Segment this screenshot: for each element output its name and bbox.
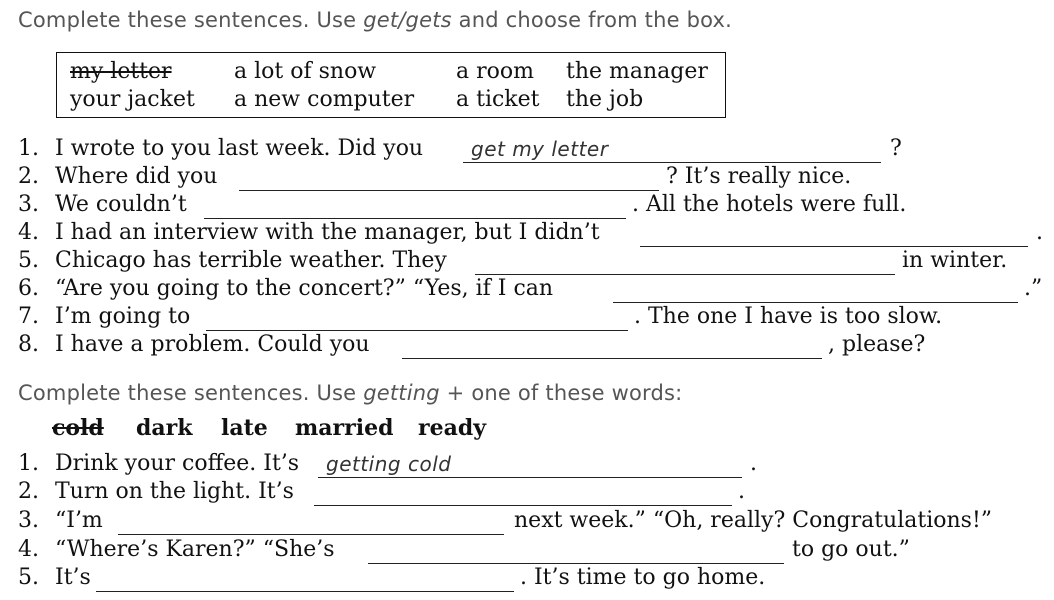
box-word: your jacket [70, 87, 195, 112]
sentence-end: . The one I have is too slow. [634, 304, 943, 329]
word-crossed: cold [52, 415, 104, 441]
answer-blank[interactable] [206, 302, 628, 331]
item-number: 3. [18, 508, 39, 533]
word-option: dark [136, 415, 193, 441]
box-word: a room [456, 59, 534, 84]
item-number: 1. [18, 451, 39, 476]
answer-handwritten: getting cold [326, 452, 452, 476]
word-option: married [295, 415, 394, 441]
sentence-end: , please? [828, 332, 926, 357]
answer-blank[interactable] [118, 506, 504, 535]
answer-blank[interactable] [463, 134, 881, 163]
sentence-end: ? [890, 136, 902, 161]
item-number: 4. [18, 220, 39, 245]
item-number: 1. [18, 136, 39, 161]
sentence-start: We couldn’t [55, 192, 187, 217]
answer-blank[interactable] [239, 162, 659, 191]
answer-blank[interactable] [613, 274, 1018, 303]
answer-blank[interactable] [96, 563, 514, 592]
item-number: 6. [18, 276, 39, 301]
box-word: the manager [566, 59, 708, 84]
answer-blank[interactable] [640, 218, 1028, 247]
answer-blank[interactable] [318, 449, 742, 478]
sentence-start: I had an interview with the manager, but I didn’t [55, 220, 600, 245]
sentence-start: “I’m [55, 508, 103, 533]
answer-blank[interactable] [368, 535, 784, 564]
sentence-end: . It’s time to go home. [520, 565, 766, 590]
exercise-1-instruction: Complete these sentences. Use get/gets and choose from the box. [18, 8, 733, 32]
sentence-start: “Are you going to the concert?” “Yes, if I can [55, 276, 554, 301]
item-number: 2. [18, 164, 39, 189]
word-option: ready [418, 415, 487, 441]
item-number: 7. [18, 304, 39, 329]
sentence-end: next week.” “Oh, really? Congratulations!” [514, 508, 993, 533]
exercise-2-instruction: Complete these sentences. Use getting + one of these words: [18, 381, 683, 405]
sentence-start: Chicago has terrible weather. They [55, 248, 447, 273]
item-number: 3. [18, 192, 39, 217]
item-number: 2. [18, 479, 39, 504]
sentence-start: “Where’s Karen?” “She’s [55, 537, 335, 562]
sentence-start: Turn on the light. It’s [55, 479, 294, 504]
sentence-end: to go out.” [792, 537, 910, 562]
sentence-end: .” [1024, 276, 1043, 301]
sentence-start: I wrote to you last week. Did you [55, 136, 424, 161]
item-number: 4. [18, 537, 39, 562]
answer-blank[interactable] [402, 330, 822, 359]
answer-handwritten: get my letter [471, 137, 609, 161]
item-number: 5. [18, 248, 39, 273]
box-word: the job [566, 87, 644, 112]
sentence-end: . All the hotels were full. [632, 192, 907, 217]
box-word: a ticket [456, 87, 540, 112]
sentence-start: Where did you [55, 164, 218, 189]
box-word: a lot of snow [234, 59, 377, 84]
sentence-end: . [738, 479, 745, 504]
sentence-start: I’m going to [55, 304, 191, 329]
sentence-end: in winter. [902, 248, 1008, 273]
answer-blank[interactable] [475, 246, 895, 275]
answer-blank[interactable] [314, 477, 732, 506]
item-number: 8. [18, 332, 39, 357]
box-word: a new computer [234, 87, 415, 112]
sentence-end: ? It’s really nice. [666, 164, 852, 189]
sentence-start: It’s [55, 565, 91, 590]
sentence-start: I have a problem. Could you [55, 332, 370, 357]
sentence-end: . [1036, 220, 1043, 245]
sentence-end: . [750, 451, 757, 476]
answer-blank[interactable] [204, 190, 626, 219]
word-option: late [221, 415, 268, 441]
box-word-crossed: my letter [70, 59, 172, 84]
item-number: 5. [18, 565, 39, 590]
sentence-start: Drink your coffee. It’s [55, 451, 300, 476]
